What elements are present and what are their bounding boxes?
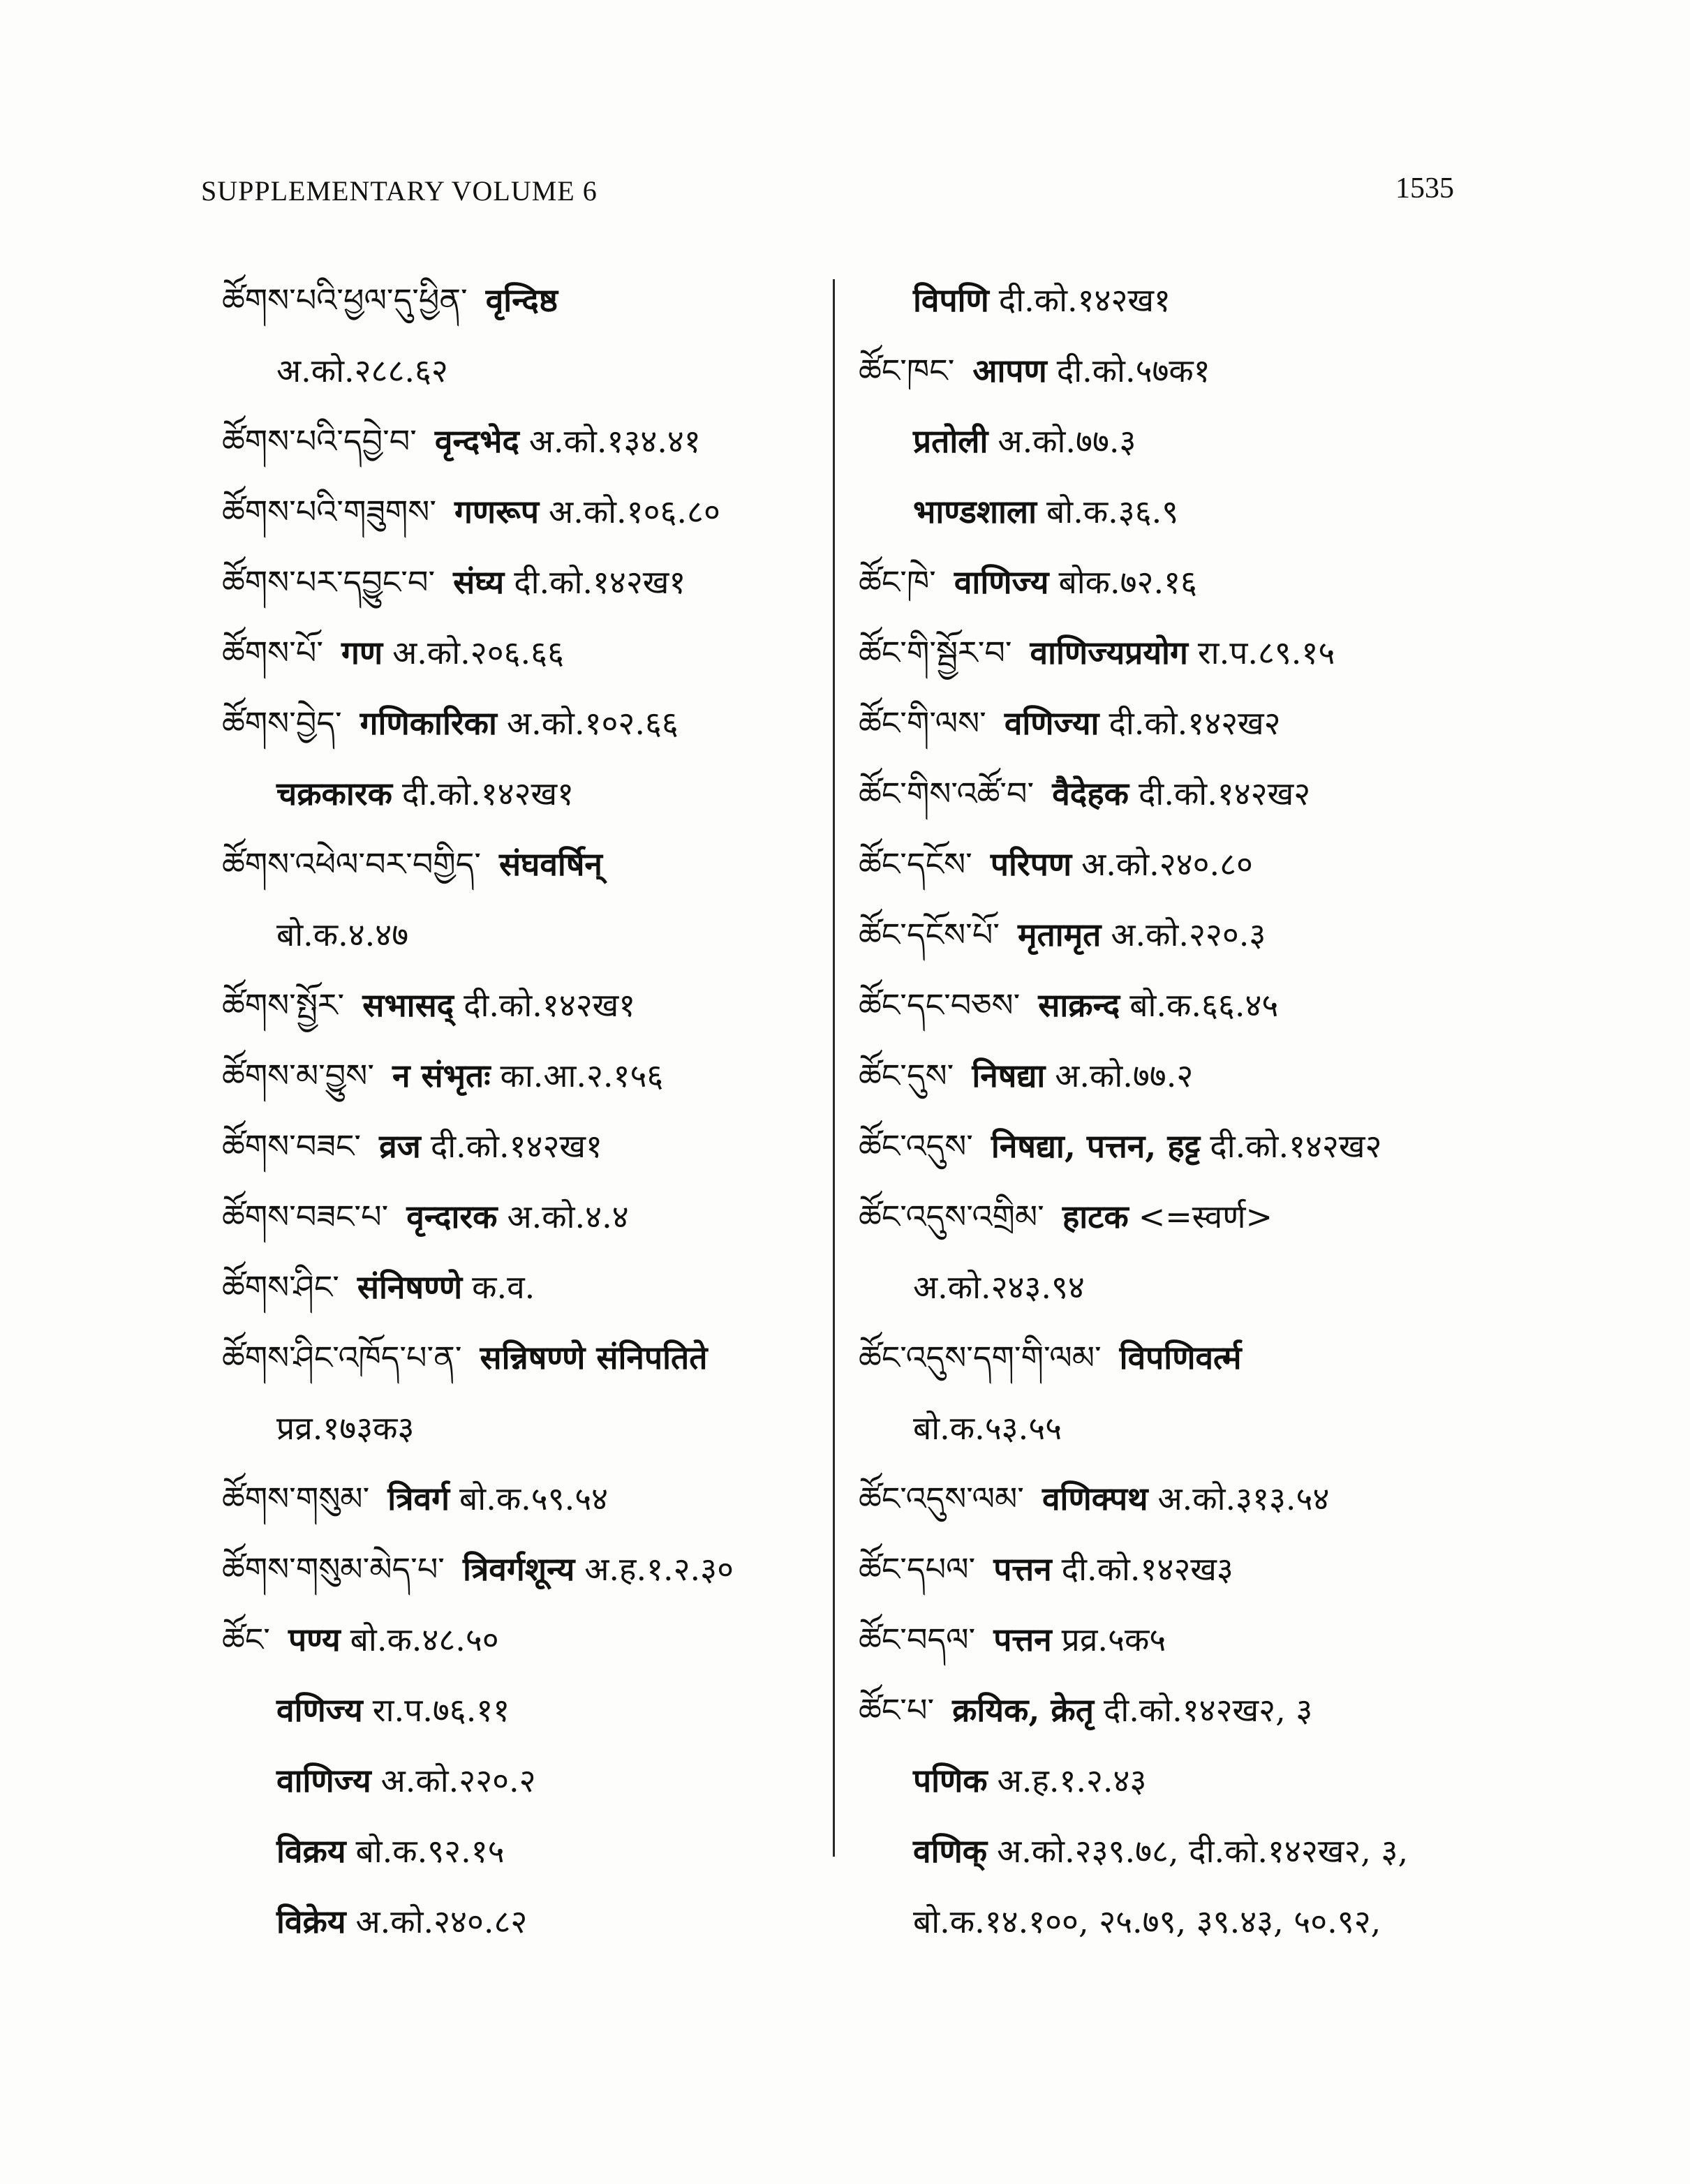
dictionary-entry [222, 759, 822, 829]
source-reference: दी.को.१४२ख१ [401, 775, 575, 812]
dictionary-entry [859, 618, 1480, 688]
source-reference: बो.क.३६.९ [1046, 493, 1179, 530]
source-reference: दी.को.१४२ख२ [1138, 775, 1311, 812]
dictionary-entry [222, 1041, 822, 1111]
source-reference: अ.ह.१.२.३० [584, 1550, 734, 1588]
dictionary-entry [222, 1746, 822, 1816]
tibetan-headword: ཚོགས་པའི་གཟུགས་ [222, 493, 437, 530]
dictionary-entry [859, 970, 1480, 1041]
dictionary-entry [222, 1182, 822, 1252]
dictionary-entry [222, 970, 822, 1041]
right-column [859, 265, 1480, 1957]
dictionary-entry [222, 829, 822, 900]
source-reference: क.व. [472, 1268, 535, 1306]
sanskrit-equivalent: वणिज्य [276, 1691, 363, 1729]
dictionary-entry [859, 829, 1480, 900]
tibetan-headword: ཚོགས་འཕེལ་བར་བགྱིད་ [222, 845, 482, 883]
sanskrit-equivalent: विपणिवर्त्म [1119, 1339, 1242, 1376]
tibetan-headword: ཚོགས་བཟང་ [222, 1127, 362, 1165]
source-reference: दी.को.१४२ख१ [430, 1127, 602, 1165]
left-column [222, 265, 822, 1957]
tibetan-headword: ཚོང་དངོས་པོ་ [859, 916, 1000, 953]
sanskrit-equivalent: वणिज्या [1004, 704, 1099, 742]
tibetan-headword: ཚོང་དུས་ [859, 1057, 954, 1094]
tibetan-headword: ཚོང་ཁེ་ [859, 563, 936, 601]
tibetan-headword: ཚོང་དངོས་ [859, 845, 972, 883]
tibetan-headword: ཚོང་གིས་འཚོ་བ་ [859, 775, 1035, 812]
source-reference: रा.प.७६.११ [372, 1691, 510, 1729]
tibetan-headword: ཚོང་འདུས་དག་གི་ལམ་ [859, 1339, 1102, 1376]
source-reference: अ.को.२२०.२ [380, 1762, 536, 1799]
tibetan-headword: ཚོགས་གསུམ་ [222, 1480, 370, 1517]
dictionary-entry [859, 1182, 1480, 1252]
dictionary-entry [859, 1534, 1480, 1605]
sanskrit-equivalent: विक्रेय [276, 1903, 346, 1940]
dictionary-entry [859, 1323, 1480, 1393]
dictionary-entry [859, 1675, 1480, 1746]
dictionary-entry [859, 759, 1480, 829]
source-reference: दी.को.१४२ख२ [1210, 1127, 1382, 1165]
tibetan-headword: ཚོགས་པར་དབྱུང་བ་ [222, 563, 436, 601]
sanskrit-equivalent: भाण्डशाला [913, 493, 1037, 530]
tibetan-headword: ཚོང་པ་ [859, 1691, 935, 1729]
tibetan-headword: ཚོང་ [222, 1621, 270, 1658]
tibetan-headword: ཚོགས་བཟང་པ་ [222, 1198, 389, 1235]
sanskrit-equivalent: हाटक [1062, 1198, 1129, 1235]
source-reference: रा.प.८९.१५ [1197, 634, 1335, 671]
sanskrit-equivalent: न संभृतः [392, 1057, 491, 1094]
sanskrit-equivalent: चक्रकारक [276, 775, 392, 812]
dictionary-entry [859, 1816, 1480, 1887]
dictionary-entry [222, 265, 822, 336]
source-reference: प्रव्र.१७३क३ [276, 1409, 415, 1447]
dictionary-entry [859, 1464, 1480, 1534]
source-reference: अ.को.२२०.३ [1111, 916, 1266, 953]
tibetan-headword: ཚོང་འདུས་ལམ་ [859, 1480, 1024, 1517]
sanskrit-equivalent: संघवर्षिन् [499, 845, 602, 883]
tibetan-headword: ཚོགས་པོ་ [222, 634, 323, 671]
sanskrit-equivalent: पणिक [913, 1762, 988, 1799]
dictionary-entry [222, 1252, 822, 1323]
source-reference: बो.क.४८.५० [350, 1621, 499, 1658]
dictionary-entry [859, 1605, 1480, 1675]
dictionary-entry [222, 336, 822, 406]
source-reference: अ.को.७७.३ [998, 422, 1136, 460]
source-reference: अ.को.३१३.५४ [1157, 1480, 1330, 1517]
tibetan-headword: ཚོགས་སྤྱོར་ [222, 986, 345, 1024]
dictionary-entry [222, 1323, 822, 1393]
source-reference: बो.क.५३.५५ [913, 1409, 1062, 1447]
tibetan-headword: ཚོང་དཔལ་ [859, 1550, 976, 1588]
source-reference: अ.को.१०६.८० [549, 493, 720, 530]
source-reference: अ.को.७७.२ [1055, 1057, 1194, 1094]
dictionary-entry [222, 1393, 822, 1464]
tibetan-headword: ཚོགས་པའི་ཕྱལ་དུ་ཕྱིན་ [222, 281, 468, 319]
dictionary-entry [859, 265, 1480, 336]
dictionary-entry [859, 1746, 1480, 1816]
dictionary-entry [222, 1816, 822, 1887]
sanskrit-equivalent: साक्रन्द [1038, 986, 1120, 1024]
sanskrit-equivalent: पत्तन [993, 1550, 1052, 1588]
dictionary-entry [859, 1887, 1480, 1957]
dictionary-entry [222, 688, 822, 759]
sanskrit-equivalent: पण्य [288, 1621, 341, 1658]
source-reference: अ.ह.१.२.४३ [997, 1762, 1147, 1799]
dictionary-entry [859, 336, 1480, 406]
tibetan-headword: ཚོགས་ཤིང་འཁོད་པ་ན་ [222, 1339, 462, 1376]
tibetan-headword: ཚོགས་བྱེད་ [222, 704, 342, 742]
source-reference: का.आ.२.१५६ [500, 1057, 664, 1094]
source-reference: दी.को.१४२ख१ [514, 563, 686, 601]
dictionary-entry [222, 1464, 822, 1534]
tibetan-headword: ཚོགས་གསུམ་མེད་པ་ [222, 1550, 445, 1588]
dictionary-entry [222, 1534, 822, 1605]
sanskrit-equivalent: वणिक् [913, 1832, 988, 1870]
sanskrit-equivalent: संनिषण्णे [357, 1268, 463, 1306]
sanskrit-equivalent: गण [341, 634, 383, 671]
source-reference: अ.को.२४०.८२ [355, 1903, 528, 1940]
dictionary-entry [859, 1111, 1480, 1182]
source-reference: दी.को.१४२ख१ [998, 281, 1171, 319]
dictionary-entry [222, 406, 822, 477]
source-reference: बो.क.९२.१५ [355, 1832, 505, 1870]
sanskrit-equivalent: संघ्य [453, 563, 505, 601]
sanskrit-equivalent: त्रिवर्गशून्य [462, 1550, 575, 1588]
sanskrit-equivalent: विपणि [913, 281, 989, 319]
sanskrit-equivalent: विक्रय [276, 1832, 346, 1870]
sanskrit-equivalent: वृन्दिष्ठ [485, 281, 558, 319]
tibetan-headword: ཚོང་དང་བཅས་ [859, 986, 1021, 1024]
sanskrit-equivalent: निषद्या, पत्तन, हट्ट [991, 1127, 1201, 1165]
source-reference: अ.को.२३९.७८, दी.को.१४२ख२, ३, [997, 1832, 1409, 1870]
dictionary-entry [222, 1675, 822, 1746]
dictionary-entry [859, 477, 1480, 547]
source-reference: अ.को.२०६.६६ [392, 634, 565, 671]
sanskrit-equivalent: सभासद् [362, 986, 454, 1024]
sanskrit-equivalent: वाणिज्यप्रयोग [1030, 634, 1188, 671]
column-divider [833, 279, 835, 1857]
source-reference: बो.क.५९.५४ [459, 1480, 609, 1517]
source-reference: दी.को.१४२ख२, ३ [1103, 1691, 1313, 1729]
source-reference: अ.को.१०२.६६ [506, 704, 679, 742]
tibetan-headword: ཚོང་འདུས་འགྲིམ་ [859, 1198, 1044, 1235]
sanskrit-equivalent: मृतामृत [1018, 916, 1102, 953]
tibetan-headword: ཚོགས་མ་བྱུས་ [222, 1057, 374, 1094]
source-reference: अ.को.४.४ [507, 1198, 629, 1235]
sanskrit-equivalent: गणरूप [454, 493, 540, 530]
page-number: 1535 [1395, 172, 1454, 205]
dictionary-entry [859, 688, 1480, 759]
dictionary-entry [859, 406, 1480, 477]
source-reference: अ.को.२४०.८० [1081, 845, 1253, 883]
dictionary-entry [859, 547, 1480, 618]
dictionary-entry [222, 477, 822, 547]
source-reference: अ.को.२८८.६२ [276, 352, 448, 389]
tibetan-headword: ཚོང་གི་སྦྱོར་བ་ [859, 634, 1012, 671]
dictionary-entry [859, 1041, 1480, 1111]
sanskrit-equivalent: वृन्दारक [406, 1198, 498, 1235]
sanskrit-equivalent: त्रिवर्ग [387, 1480, 450, 1517]
sanskrit-equivalent: प्रतोली [913, 422, 988, 460]
dictionary-entry [222, 547, 822, 618]
sanskrit-equivalent: गणिकारिका [360, 704, 497, 742]
sanskrit-equivalent: क्रयिक, क्रेतृ [952, 1691, 1094, 1729]
source-reference: बो.क.१४.१००, २५.७९, ३९.४३, ५०.९२, [913, 1903, 1381, 1940]
source-reference: दी.को.५७क१ [1056, 352, 1210, 389]
tibetan-headword: ཚོང་ཁང་ [859, 352, 955, 389]
sanskrit-equivalent: परिपण [990, 845, 1072, 883]
dictionary-entry [222, 1605, 822, 1675]
source-reference: बो.क.६६.४५ [1129, 986, 1279, 1024]
source-reference: बोक.७२.१६ [1058, 563, 1197, 601]
tibetan-headword: ཚོང་འདུས་ [859, 1127, 973, 1165]
dictionary-entry [859, 1252, 1480, 1323]
sanskrit-equivalent: सन्निषण्णे संनिपतिते [480, 1339, 708, 1376]
dictionary-entry [859, 900, 1480, 970]
source-reference: <=स्वर्ण> [1138, 1198, 1273, 1235]
tibetan-headword: ཚོགས་པའི་དབྱེ་བ་ [222, 422, 417, 460]
sanskrit-equivalent: वैदेहक [1052, 775, 1129, 812]
source-reference: बो.क.४.४७ [276, 916, 409, 953]
sanskrit-equivalent: वणिक्पथ [1042, 1480, 1148, 1517]
dictionary-entry [222, 1887, 822, 1957]
sanskrit-equivalent: वाणिज्य [954, 563, 1049, 601]
sanskrit-equivalent: व्रज [379, 1127, 421, 1165]
dictionary-entry [859, 1393, 1480, 1464]
sanskrit-equivalent: वाणिज्य [276, 1762, 371, 1799]
source-reference: दी.को.१४२ख२ [1109, 704, 1281, 742]
sanskrit-equivalent: पत्तन [993, 1621, 1052, 1658]
sanskrit-equivalent: आपण [972, 352, 1047, 389]
tibetan-headword: ཚོགས་ཤིང་ [222, 1268, 339, 1306]
dictionary-entry [222, 1111, 822, 1182]
sanskrit-equivalent: निषद्या [972, 1057, 1046, 1094]
running-title: SUPPLEMENTARY VOLUME 6 [201, 175, 598, 207]
source-reference: अ.को.२४३.९४ [913, 1268, 1085, 1306]
tibetan-headword: ཚོང་བདལ་ [859, 1621, 976, 1658]
source-reference: अ.को.१३४.४१ [528, 422, 701, 460]
dictionary-entry [222, 900, 822, 970]
source-reference: दी.को.१४२ख१ [464, 986, 636, 1024]
dictionary-entry [222, 618, 822, 688]
tibetan-headword: ཚོང་གི་ལས་ [859, 704, 986, 742]
sanskrit-equivalent: वृन्दभेद [434, 422, 519, 460]
source-reference: दी.को.१४२ख३ [1061, 1550, 1233, 1588]
source-reference: प्रव्र.५क५ [1061, 1621, 1166, 1658]
